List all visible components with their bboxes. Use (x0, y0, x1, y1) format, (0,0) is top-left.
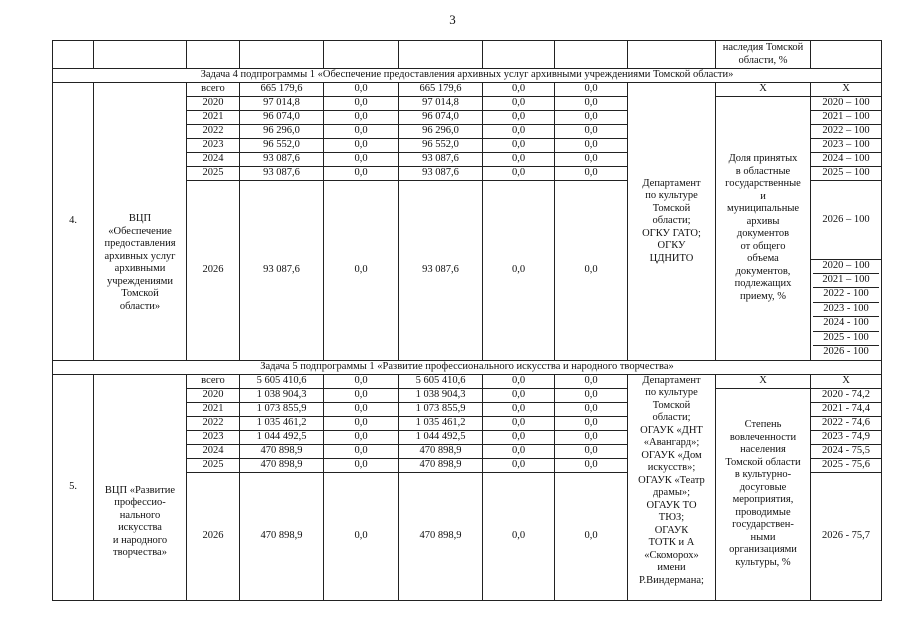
table-row: 4. ВЦП «Обеспечение предоставления архивных услуг архивными учреждениями Томской области» всего 665 179,6 0,0 665 179,6 0,0 0,0 Департамент по культуре Томской области; ОГКУ ГАТО; ОГКУ ЦДНИТО Х Х (53, 83, 882, 97)
task4-ind-subtable: 2026 – 100 2020 – 100 2021 – 100 2022 - 100 2023 - 100 2024 - 100 2025 - 100 2026 - 100 (811, 181, 881, 360)
task4-indicator-1: Доля принятых в областные государственные и муниципальные архивы документов от общего объема документов, подлежащих приему, % (716, 97, 811, 361)
table-row: 2023 1 044 492,5 0,0 1 044 492,5 0,0 0,0 2023 - 74,9 (53, 430, 882, 444)
indicator-tail: наследия Томской области, % (716, 41, 811, 69)
continuation-row (53, 41, 882, 69)
table-row: 2021 1 073 855,9 0,0 1 073 855,9 0,0 0,0 2021 - 74,4 (53, 402, 882, 416)
table-row: 2020 97 014,8 0,0 97 014,8 0,0 0,0 Доля принятых в областные государственные и муниципальные архивы документов от общего объема документов, подлежащих приему, % 2020 – 100 (53, 97, 882, 111)
task4-number: 4. (53, 83, 94, 361)
task5-program: ВЦП «Развитие профессио- нального искусства и народного творчества» (94, 374, 187, 600)
task4-indicator-x: Х (716, 83, 811, 97)
task5-executor: Департамент по культуре Томской области; ОГАУК «ДНТ «Авангард»; ОГАУК «Дом искусств»; ОГАУК «Театр драмы»; ОГАУК ТО ТЮЗ; ОГАУК ТОТК и А «Скоморох» имени Р.Виндермана; (628, 374, 716, 600)
table-row: 2022 96 296,0 0,0 96 296,0 0,0 0,0 2022 – 100 (53, 125, 882, 139)
task4-program: ВЦП «Обеспечение предоставления архивных услуг архивными учреждениями Томской области» (94, 83, 187, 361)
task5-target-x: Х (811, 374, 882, 388)
table-row: 2026 470 898,9 0,0 470 898,9 0,0 0,0 2026 - 75,7 (53, 472, 882, 600)
task4-title: Задача 4 подпрограммы 1 «Обеспечение предоставления архивных услуг архивными учреждениями Томской области» (53, 69, 882, 83)
table-row: 2022 1 035 461,2 0,0 1 035 461,2 0,0 0,0 2022 - 74,6 (53, 416, 882, 430)
table-row: 2026 93 087,6 0,0 93 087,6 0,0 0,0 2026 – 100 2020 – 100 2021 – 100 2022 - 100 2023 - 100 2024 - 100 2025 - 100 2026 - 100 (53, 181, 882, 361)
page-number: 3 (449, 12, 456, 27)
table-row: 2024 93 087,6 0,0 93 087,6 0,0 0,0 2024 – 100 (53, 153, 882, 167)
task5-title: Задача 5 подпрограммы 1 «Развитие профессионального искусства и народного творчества» (53, 360, 882, 374)
task4-executor: Департамент по культуре Томской области; ОГКУ ГАТО; ОГКУ ЦДНИТО (628, 83, 716, 361)
table-row: 2023 96 552,0 0,0 96 552,0 0,0 0,0 2023 – 100 (53, 139, 882, 153)
table-row: 2020 1 038 904,3 0,0 1 038 904,3 0,0 0,0 Степень вовлеченности населения Томской области в культурно- досуговые мероприятия, проводимые государствен- ными организациями культуры, % 2020 - 74,2 (53, 388, 882, 402)
table-row: 2021 96 074,0 0,0 96 074,0 0,0 0,0 2021 – 100 (53, 111, 882, 125)
table-row: 2024 470 898,9 0,0 470 898,9 0,0 0,0 2024 - 75,5 (53, 444, 882, 458)
program-table (52, 40, 882, 601)
task5-indicator-x: Х (716, 374, 811, 388)
task5-indicator-1: Степень вовлеченности населения Томской области в культурно- досуговые мероприятия, проводимые государствен- ными организациями культуры, % (716, 388, 811, 600)
table-row: 5. ВЦП «Развитие профессио- нального искусства и народного творчества» всего 5 605 410,6 0,0 5 605 410,6 0,0 0,0 Департамент по культуре Томской области; ОГАУК «ДНТ «Авангард»; ОГАУК «Дом искусств»; ОГАУК «Театр драмы»; ОГАУК ТО ТЮЗ; ОГАУК ТОТК и А «Скоморох» имени Р.Виндермана; Х Х (53, 374, 882, 388)
table-row: 2025 93 087,6 0,0 93 087,6 0,0 0,0 2025 – 100 (53, 167, 882, 181)
table-row: 2025 470 898,9 0,0 470 898,9 0,0 0,0 2025 - 75,6 (53, 458, 882, 472)
task5-number: 5. (53, 374, 94, 600)
task4-target-x: Х (811, 83, 882, 97)
